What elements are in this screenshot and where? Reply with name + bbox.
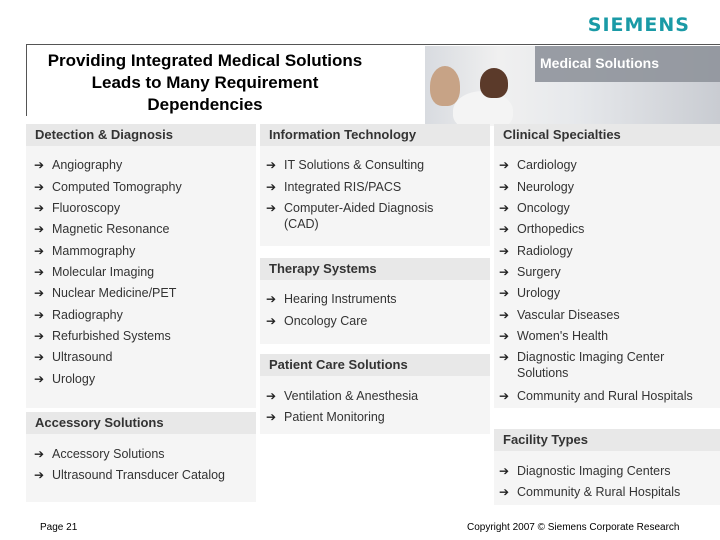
facility-item-rural-hospitals[interactable]: ➔ Community & Rural Hospitals [499,485,681,499]
page-number: Page 21 [40,522,78,533]
arrow-right-icon: ➔ [499,201,510,215]
arrow-right-icon: ➔ [499,389,510,403]
arrow-right-icon: ➔ [34,329,45,343]
arrow-right-icon: ➔ [499,265,510,279]
patient-figure [430,66,460,106]
copyright: Copyright 2007 © Siemens Corporate Research [467,522,680,533]
arrow-right-icon: ➔ [34,180,45,194]
detection-header: Detection & Diagnosis [26,124,256,146]
patient-item-ventilation[interactable]: ➔ Ventilation & Anesthesia [266,389,419,403]
detection-item-radiography[interactable]: ➔ Radiography [34,308,123,322]
arrow-right-icon: ➔ [34,201,45,215]
arrow-right-icon: ➔ [499,180,510,194]
patient-header: Patient Care Solutions [260,354,490,376]
it-item-ris-pacs[interactable]: ➔ Integrated RIS/PACS [266,180,402,194]
detection-item-angiography[interactable]: ➔ Angiography [34,158,123,172]
arrow-right-icon: ➔ [499,350,510,364]
detection-item-urology[interactable]: ➔ Urology [34,372,96,386]
detection-item-molecular[interactable]: ➔ Molecular Imaging [34,265,155,279]
accessory-item-transducer[interactable]: ➔ Ultrasound Transducer Catalog [34,468,226,482]
clinical-header: Clinical Specialties [494,124,720,146]
arrow-right-icon: ➔ [34,372,45,386]
arrow-right-icon: ➔ [266,314,277,328]
detection-item-refurbished[interactable]: ➔ Refurbished Systems [34,329,171,343]
arrow-right-icon: ➔ [34,244,45,258]
detection-item-ultrasound[interactable]: ➔ Ultrasound [34,350,113,364]
clinical-item-surgery[interactable]: ➔ Surgery [499,265,561,279]
clinical-item-orthopedics[interactable]: ➔ Orthopedics [499,222,585,236]
arrow-right-icon: ➔ [266,201,277,215]
therapy-header: Therapy Systems [260,258,490,280]
detection-item-mammography[interactable]: ➔ Mammography [34,244,136,258]
clinical-item-oncology[interactable]: ➔ Oncology [499,201,570,215]
arrow-right-icon: ➔ [499,464,510,478]
header-photo [425,46,720,126]
doctor-figure [453,91,513,126]
arrow-right-icon: ➔ [499,286,510,300]
facility-item-imaging-centers[interactable]: ➔ Diagnostic Imaging Centers [499,464,671,478]
arrow-right-icon: ➔ [34,286,45,300]
arrow-right-icon: ➔ [266,292,277,306]
accessory-header: Accessory Solutions [26,412,256,434]
arrow-right-icon: ➔ [499,158,510,172]
arrow-right-icon: ➔ [34,468,45,482]
arrow-right-icon: ➔ [34,222,45,236]
clinical-item-rural-hospitals[interactable]: ➔ Community and Rural Hospitals [499,389,693,403]
arrow-right-icon: ➔ [499,244,510,258]
doctor-head [480,68,508,98]
siemens-logo: SIEMENS [587,14,690,36]
clinical-item-radiology[interactable]: ➔ Radiology [499,244,573,258]
title-rule [26,44,27,116]
accessory-item-solutions[interactable]: ➔ Accessory Solutions [34,447,165,461]
arrow-right-icon: ➔ [499,308,510,322]
arrow-right-icon: ➔ [499,485,510,499]
therapy-item-hearing[interactable]: ➔ Hearing Instruments [266,292,397,306]
detection-item-fluoroscopy[interactable]: ➔ Fluoroscopy [34,201,121,215]
clinical-item-womens-health[interactable]: ➔ Women's Health [499,329,609,343]
it-item-cad[interactable]: ➔ Computer-Aided Diagnosis (CAD) [266,201,434,231]
it-item-consulting[interactable]: ➔ IT Solutions & Consulting [266,158,425,172]
arrow-right-icon: ➔ [266,389,277,403]
arrow-right-icon: ➔ [34,158,45,172]
arrow-right-icon: ➔ [34,350,45,364]
arrow-right-icon: ➔ [499,222,510,236]
clinical-item-cardiology[interactable]: ➔ Cardiology [499,158,577,172]
banner-title: Medical Solutions [540,55,660,71]
detection-item-nuclear[interactable]: ➔ Nuclear Medicine/PET [34,286,177,300]
arrow-right-icon: ➔ [266,180,277,194]
arrow-right-icon: ➔ [266,410,277,424]
arrow-right-icon: ➔ [34,308,45,322]
arrow-right-icon: ➔ [34,447,45,461]
header-rule [26,44,720,45]
arrow-right-icon: ➔ [499,329,510,343]
clinical-item-neurology[interactable]: ➔ Neurology [499,180,574,194]
clinical-item-urology[interactable]: ➔ Urology [499,286,561,300]
clinical-item-imaging-center[interactable]: ➔ Diagnostic Imaging Center Solutions [499,350,665,380]
arrow-right-icon: ➔ [266,158,277,172]
patient-item-monitoring[interactable]: ➔ Patient Monitoring [266,410,385,424]
detection-item-ct[interactable]: ➔ Computed Tomography [34,180,182,194]
slide-title: Providing Integrated Medical Solutions Leads to Many Requirement Dependencies [47,51,363,114]
it-header: Information Technology [260,124,490,146]
arrow-right-icon: ➔ [34,265,45,279]
therapy-item-oncology[interactable]: ➔ Oncology Care [266,314,368,328]
detection-item-mr[interactable]: ➔ Magnetic Resonance [34,222,170,236]
facility-header: Facility Types [494,429,720,451]
clinical-item-vascular[interactable]: ➔ Vascular Diseases [499,308,620,322]
